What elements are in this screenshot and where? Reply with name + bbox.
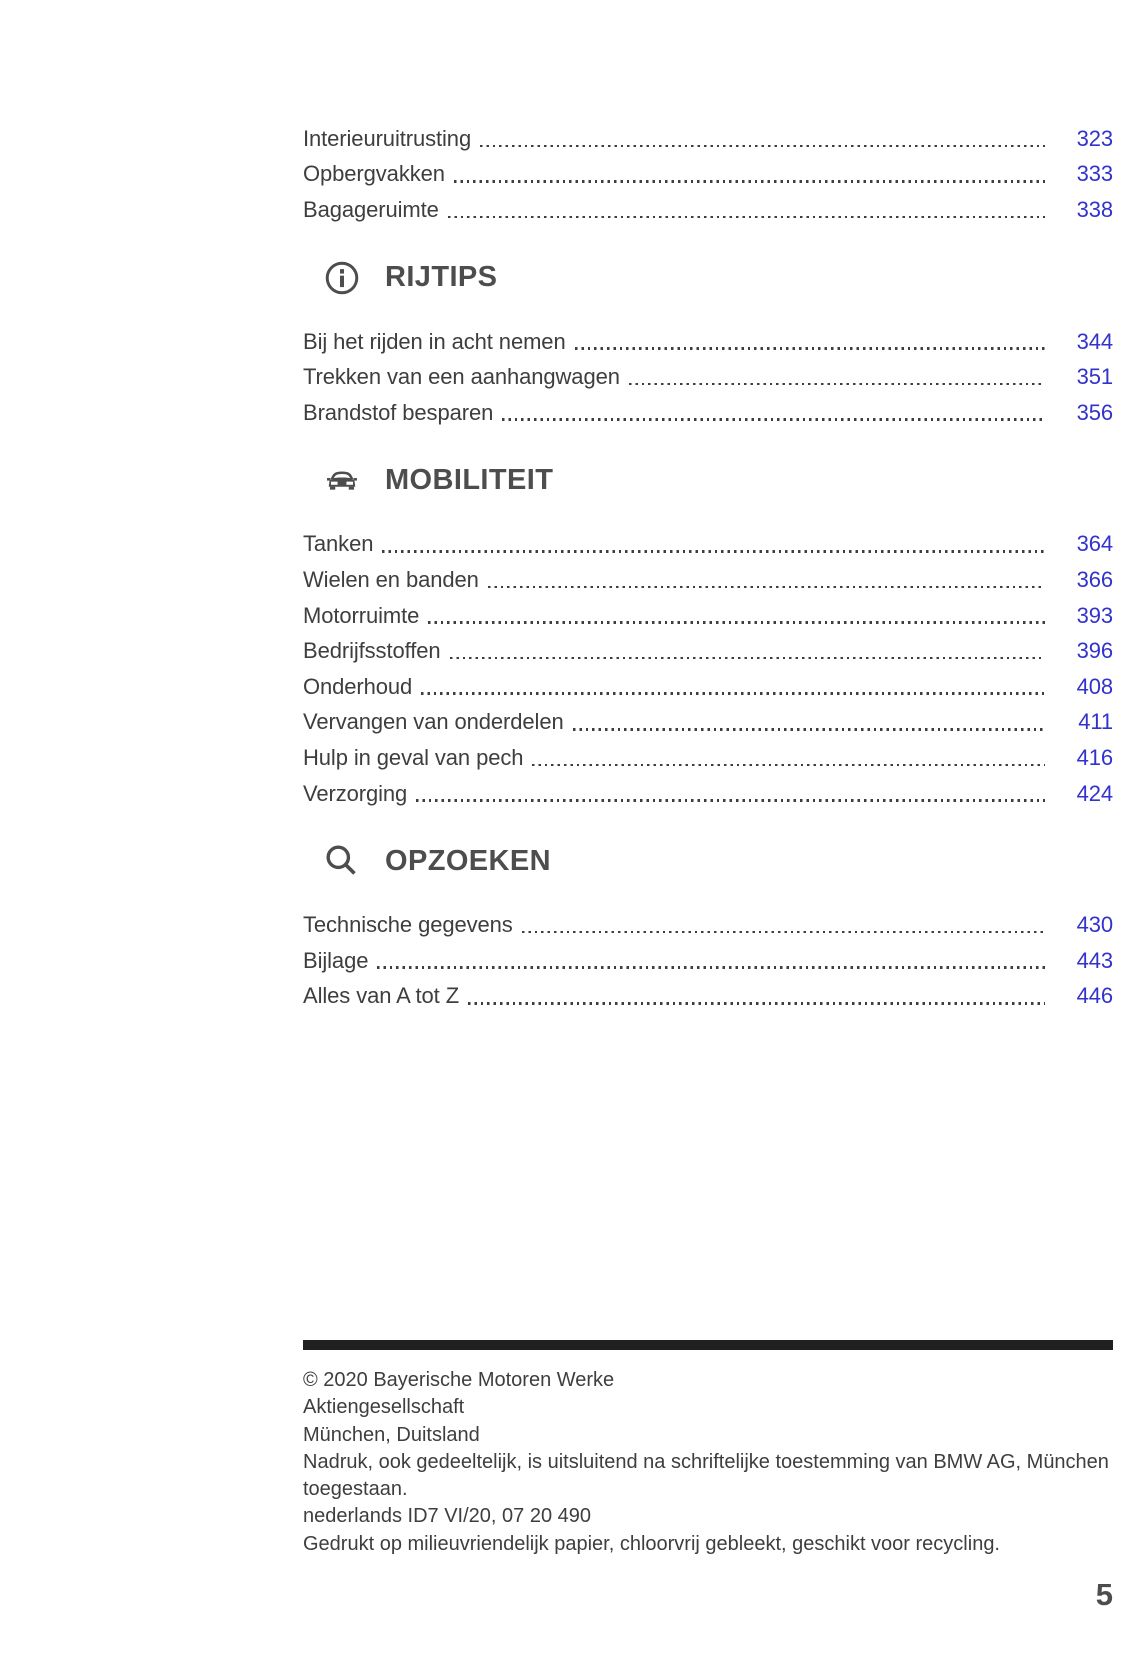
toc-entry[interactable] bbox=[303, 527, 1113, 563]
toc-entry-label: Motorruimte bbox=[303, 602, 420, 628]
toc-entry-page-number[interactable]: 430 bbox=[1076, 912, 1113, 938]
toc-entry[interactable] bbox=[303, 562, 1113, 598]
toc-section bbox=[303, 258, 1113, 431]
dot-leader bbox=[575, 347, 1045, 350]
toc-entry-label: Bijlage bbox=[303, 947, 369, 973]
toc-entry-page-number[interactable]: 356 bbox=[1076, 399, 1113, 425]
toc-entry-page-number[interactable]: 408 bbox=[1076, 673, 1113, 699]
toc-entry-label: Bagageruimte bbox=[303, 196, 439, 222]
toc-entry-label: Tanken bbox=[303, 531, 374, 557]
toc-section bbox=[303, 461, 1113, 812]
toc-entry[interactable] bbox=[303, 979, 1113, 1015]
toc-entry[interactable] bbox=[303, 324, 1113, 360]
section-entry-list bbox=[303, 527, 1113, 812]
toc-entry[interactable] bbox=[303, 669, 1113, 705]
toc-entry[interactable] bbox=[303, 395, 1113, 431]
imprint bbox=[303, 1340, 1113, 1558]
dot-leader bbox=[450, 657, 1045, 660]
toc-entry-label: Vervangen van onderdelen bbox=[303, 709, 564, 735]
section-heading bbox=[323, 258, 1113, 298]
imprint-line: Nadruk, ook gedeeltelijk, is uitsluitend na schriftelijke toestemming van BMW AG, München bbox=[303, 1450, 1109, 1473]
dot-leader bbox=[448, 216, 1045, 219]
toc-entry-page-number[interactable]: 416 bbox=[1076, 744, 1113, 770]
toc-entry-page-number[interactable]: 338 bbox=[1076, 196, 1113, 222]
toc-entry[interactable] bbox=[303, 633, 1113, 669]
toc-entry-label: Brandstof besparen bbox=[303, 399, 494, 425]
car-icon bbox=[323, 462, 361, 500]
section-entry-list bbox=[303, 907, 1113, 1014]
toc-entry-label: Interieuruitrusting bbox=[303, 125, 472, 151]
toc-entry-label: Verzorging bbox=[303, 780, 408, 806]
toc-section bbox=[303, 841, 1113, 1014]
toc-entry[interactable] bbox=[303, 943, 1113, 979]
toc-entry[interactable] bbox=[303, 359, 1113, 395]
section-title: MOBILITEIT bbox=[385, 464, 554, 497]
dot-leader bbox=[428, 621, 1045, 624]
imprint-lines bbox=[303, 1367, 1113, 1558]
section-heading bbox=[323, 841, 1113, 881]
imprint-line: © 2020 Bayerische Motoren Werke bbox=[303, 1369, 615, 1391]
imprint-line: München, Duitsland bbox=[303, 1423, 480, 1446]
dot-leader bbox=[480, 145, 1045, 148]
toc-entry[interactable] bbox=[303, 192, 1113, 228]
dot-leader bbox=[382, 550, 1045, 553]
imprint-line: Aktiengesellschaft bbox=[303, 1396, 465, 1419]
imprint-line: toegestaan. bbox=[303, 1478, 408, 1501]
section-title: RIJTIPS bbox=[385, 261, 498, 294]
divider-rule bbox=[303, 1340, 1113, 1350]
section-title: OPZOEKEN bbox=[385, 844, 551, 877]
dot-leader bbox=[488, 586, 1045, 589]
toc-entry-page-number[interactable]: 351 bbox=[1076, 364, 1113, 390]
toc-entry-label: Technische gegevens bbox=[303, 912, 513, 938]
toc-entry-label: Wielen en banden bbox=[303, 566, 479, 592]
toc-entry-page-number[interactable]: 393 bbox=[1076, 602, 1113, 628]
toc-entry-label: Opbergvakken bbox=[303, 161, 445, 187]
toc-entry[interactable] bbox=[303, 157, 1113, 193]
toc-entry-page-number[interactable]: 366 bbox=[1076, 566, 1113, 592]
toc-entry[interactable] bbox=[303, 705, 1113, 741]
toc-entry[interactable] bbox=[303, 776, 1113, 812]
dot-leader bbox=[468, 1002, 1045, 1005]
imprint-line: nederlands ID7 VI/20, 07 20 490 bbox=[303, 1505, 591, 1528]
dot-leader bbox=[573, 728, 1045, 731]
toc-entry-label: Hulp in geval van pech bbox=[303, 744, 524, 770]
toc-entry-page-number[interactable]: 424 bbox=[1076, 780, 1113, 806]
dot-leader bbox=[421, 692, 1045, 695]
toc-entry-page-number[interactable]: 443 bbox=[1076, 947, 1113, 973]
toc-entry-label: Bij het rijden in acht nemen bbox=[303, 328, 566, 354]
toc-sections bbox=[303, 258, 1113, 1014]
dot-leader bbox=[454, 180, 1045, 183]
toc-entry-page-number[interactable]: 446 bbox=[1076, 983, 1113, 1009]
toc-entry-page-number[interactable]: 396 bbox=[1076, 638, 1113, 664]
table-of-contents bbox=[303, 0, 1113, 1014]
dot-leader bbox=[532, 764, 1045, 767]
info-icon bbox=[323, 259, 361, 297]
toc-entry-page-number[interactable]: 344 bbox=[1076, 328, 1113, 354]
toc-entry[interactable] bbox=[303, 740, 1113, 776]
imprint-line: Gedrukt op milieuvriendelijk papier, chloorvrij gebleekt, geschikt voor recycling. bbox=[303, 1532, 1000, 1555]
toc-intro-list bbox=[303, 121, 1113, 228]
toc-entry[interactable] bbox=[303, 907, 1113, 943]
dot-leader bbox=[522, 931, 1045, 934]
dot-leader bbox=[502, 418, 1045, 421]
section-entry-list bbox=[303, 324, 1113, 431]
toc-entry-page-number[interactable]: 323 bbox=[1076, 125, 1113, 151]
toc-entry-label: Bedrijfsstoffen bbox=[303, 638, 441, 664]
toc-entry-page-number[interactable]: 333 bbox=[1076, 161, 1113, 187]
toc-entry-label: Alles van A tot Z bbox=[303, 983, 460, 1009]
toc-entry[interactable] bbox=[303, 598, 1113, 634]
toc-entry-label: Onderhoud bbox=[303, 673, 413, 699]
search-icon bbox=[323, 842, 361, 880]
toc-entry[interactable] bbox=[303, 121, 1113, 157]
dot-leader bbox=[377, 966, 1045, 969]
toc-entry-page-number[interactable]: 364 bbox=[1076, 531, 1113, 557]
toc-entry-page-number[interactable]: 411 bbox=[1078, 709, 1113, 735]
dot-leader bbox=[629, 383, 1045, 386]
page-number: 5 bbox=[1095, 1577, 1113, 1612]
dot-leader bbox=[416, 799, 1045, 802]
section-heading bbox=[323, 461, 1113, 501]
toc-entry-label: Trekken van een aanhangwagen bbox=[303, 364, 620, 390]
